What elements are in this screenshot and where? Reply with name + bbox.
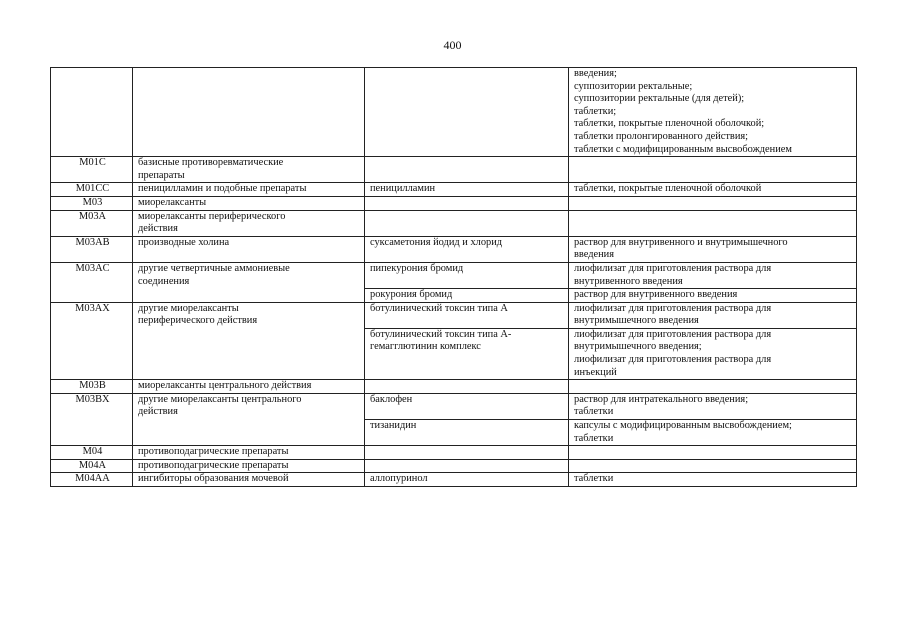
drug-name-cell: пеницилламин bbox=[365, 183, 569, 197]
atc-group-cell bbox=[133, 157, 365, 183]
drug-name-cell: баклофен bbox=[365, 393, 569, 419]
dosage-forms-cell bbox=[569, 459, 857, 473]
dosage-form: суппозитории ректальные (для детей); bbox=[574, 93, 745, 105]
drug-name-line: гемагглютинин комплекс bbox=[370, 341, 481, 353]
atc-group-line: действия bbox=[138, 406, 178, 418]
table-row bbox=[51, 68, 857, 157]
drug-name-cell bbox=[365, 157, 569, 183]
dosage-forms-cell bbox=[569, 236, 857, 262]
atc-code-cell: M03AC bbox=[51, 262, 133, 302]
atc-group-cell: миорелаксанты центрального действия bbox=[133, 380, 365, 394]
drug-name-cell bbox=[365, 446, 569, 460]
table-row bbox=[51, 393, 857, 419]
atc-code-cell: M01C bbox=[51, 157, 133, 183]
dosage-form: таблетки; bbox=[574, 105, 617, 117]
dosage-forms-cell bbox=[569, 473, 857, 487]
drug-name-cell: суксаметония йодид и хлорид bbox=[365, 236, 569, 262]
atc-group-line: другие четвертичные аммониевые bbox=[138, 262, 290, 274]
drug-name-cell bbox=[365, 196, 569, 210]
table-row bbox=[51, 473, 857, 487]
dosage-form-line: внутривенного введения bbox=[574, 275, 683, 287]
atc-code-cell: M04AA bbox=[51, 473, 133, 487]
drug-name-cell bbox=[365, 328, 569, 379]
dosage-forms-cell bbox=[569, 446, 857, 460]
dosage-form: суппозитории ректальные; bbox=[574, 80, 693, 92]
atc-code-cell: M03AX bbox=[51, 302, 133, 380]
atc-code-cell: M04A bbox=[51, 459, 133, 473]
atc-group-cell: ингибиторы образования мочевой bbox=[133, 473, 365, 487]
atc-code-cell: M04 bbox=[51, 446, 133, 460]
dosage-forms-cell bbox=[569, 380, 857, 394]
dosage-form: таблетки bbox=[574, 432, 614, 444]
dosage-form: таблетки пролонгированного действия; bbox=[574, 130, 749, 142]
dosage-forms-cell bbox=[569, 68, 857, 157]
dosage-form: таблетки, покрытые пленочной оболочкой bbox=[574, 183, 762, 195]
dosage-form: таблетки bbox=[574, 406, 614, 418]
dosage-forms-cell bbox=[569, 210, 857, 236]
atc-group-cell: пеницилламин и подобные препараты bbox=[133, 183, 365, 197]
atc-group-cell: противоподагрические препараты bbox=[133, 446, 365, 460]
atc-group-cell bbox=[133, 302, 365, 380]
dosage-form: раствор для интратекального введения; bbox=[574, 393, 749, 405]
table-row bbox=[51, 459, 857, 473]
atc-group-cell: производные холина bbox=[133, 236, 365, 262]
dosage-forms-cell bbox=[569, 328, 857, 379]
atc-group-line: препараты bbox=[138, 169, 185, 181]
dosage-form-line: лиофилизат для приготовления раствора для bbox=[574, 302, 772, 314]
atc-group-line: соединения bbox=[138, 275, 190, 287]
dosage-form-line: внутримышечного введения; bbox=[574, 341, 702, 353]
table-row bbox=[51, 210, 857, 236]
table-row bbox=[51, 302, 857, 328]
atc-code-cell: M01CC bbox=[51, 183, 133, 197]
dosage-form-line: лиофилизат для приготовления раствора для bbox=[574, 262, 772, 274]
atc-group-line: другие миорелаксанты bbox=[138, 302, 239, 314]
table-row bbox=[51, 236, 857, 262]
atc-group-cell: противоподагрические препараты bbox=[133, 459, 365, 473]
dosage-form: раствор для внутривенного введения bbox=[574, 289, 738, 301]
atc-group-line: периферического действия bbox=[138, 315, 258, 327]
atc-group-cell: миорелаксанты bbox=[133, 196, 365, 210]
atc-group-cell bbox=[133, 68, 365, 157]
drug-name-cell: аллопуринол bbox=[365, 473, 569, 487]
table-row bbox=[51, 196, 857, 210]
table-row bbox=[51, 446, 857, 460]
atc-group-line: базисные противоревматические bbox=[138, 157, 284, 169]
dosage-forms-cell bbox=[569, 262, 857, 288]
dosage-form: таблетки с модифицированным высвобождением bbox=[574, 143, 792, 155]
dosage-form: таблетки, покрытые пленочной оболочкой; bbox=[574, 118, 765, 130]
atc-group-cell bbox=[133, 262, 365, 302]
drug-name-cell: тизанидин bbox=[365, 420, 569, 446]
atc-code-cell: M03B bbox=[51, 380, 133, 394]
atc-group-line: миорелаксанты периферического bbox=[138, 210, 286, 222]
dosage-forms-cell bbox=[569, 289, 857, 303]
atc-code-cell: M03A bbox=[51, 210, 133, 236]
dosage-form-line: лиофилизат для приготовления раствора для bbox=[574, 354, 772, 366]
dosage-form: таблетки bbox=[574, 473, 614, 485]
atc-code-cell: M03 bbox=[51, 196, 133, 210]
drug-name-cell bbox=[365, 68, 569, 157]
dosage-form-line: раствор для внутривенного и внутримышечного bbox=[574, 236, 788, 248]
dosage-forms-cell bbox=[569, 393, 857, 419]
dosage-forms-cell bbox=[569, 302, 857, 328]
atc-code-cell: M03AB bbox=[51, 236, 133, 262]
drug-name-cell: ботулинический токсин типа А bbox=[365, 302, 569, 328]
drug-name-line: ботулинический токсин типа А- bbox=[370, 328, 512, 340]
table-row bbox=[51, 380, 857, 394]
dosage-forms-cell bbox=[569, 183, 857, 197]
drug-name-cell bbox=[365, 380, 569, 394]
atc-group-line: другие миорелаксанты центрального bbox=[138, 393, 302, 405]
atc-code-cell bbox=[51, 68, 133, 157]
drug-classification-table bbox=[50, 67, 857, 487]
table-row bbox=[51, 183, 857, 197]
dosage-form: введения; bbox=[574, 68, 617, 79]
drug-name-cell: пипекурония бромид bbox=[365, 262, 569, 288]
dosage-forms-cell bbox=[569, 420, 857, 446]
atc-group-cell bbox=[133, 210, 365, 236]
atc-group-cell bbox=[133, 393, 365, 445]
dosage-form-line: лиофилизат для приготовления раствора для bbox=[574, 328, 772, 340]
dosage-form-line: внутримышечного введения bbox=[574, 315, 699, 327]
drug-name-cell bbox=[365, 459, 569, 473]
table-row bbox=[51, 262, 857, 288]
dosage-form: капсулы с модифицированным высвобождением; bbox=[574, 420, 792, 432]
dosage-form-line: инъекций bbox=[574, 366, 617, 378]
dosage-form-line: введения bbox=[574, 249, 615, 261]
atc-code-cell: M03BX bbox=[51, 393, 133, 445]
table-row bbox=[51, 157, 857, 183]
drug-name-cell bbox=[365, 210, 569, 236]
atc-group-line: действия bbox=[138, 223, 178, 235]
page-number: 400 bbox=[443, 38, 462, 52]
drug-name-cell: рокурония бромид bbox=[365, 289, 569, 303]
dosage-forms-cell bbox=[569, 196, 857, 210]
dosage-forms-cell bbox=[569, 157, 857, 183]
